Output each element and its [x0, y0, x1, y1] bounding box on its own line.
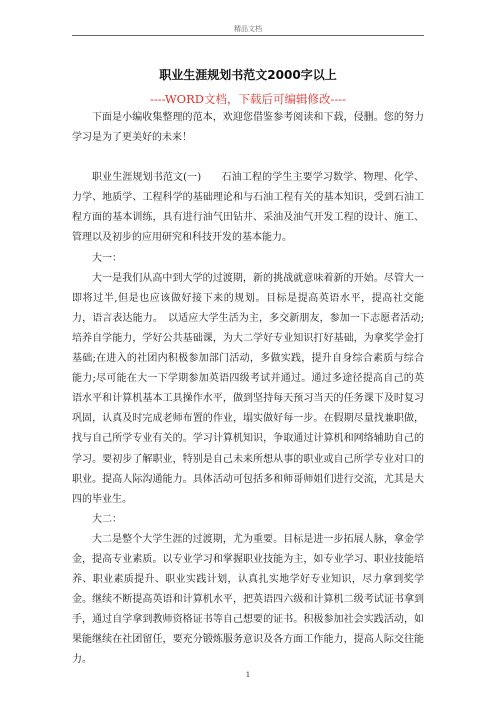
body-paragraph: 职业生涯规划书范文(一) 石油工程的学生主要学习数学、物理、化学、力学、地质学、工程科学的基础理论和与石油工程有关的基本知识，受到石油工程方面的基本训练，具有进行油气田钻井、采油及油气开发工程的设计、施工、管理以及初步的应用研究和科技开发的基本能力。 — [72, 172, 424, 244]
header-label: 精品文档 — [234, 25, 262, 33]
body-paragraph: 大一是我们从高中到大学的过渡期，新的挑战就意味着新的开始。尽管大一即将过半,但是也应该做好接下来的规划。目标是提高英语水平，提高社交能力，语言表达能力。 以适应大学生活为主，多交新朋友，参加一下志愿者活动;培养自学能力，学好公共基础课，为大二学好专业知识打好基础，为拿奖学金打基础;在进入的社团内积极参加部门活动，多做实践，提升自身综合素质与综合能力;尽可能在大一下学期参加英语四级考试并通过。通过多途径提高自己的英语水平和计算机基本工具操作水平，做到坚持每天预习当天的任务课下及时复习巩固，认真及时完成老师布置的作业，塌实做好每一步。在假期尽量找兼职做，找与自己所学专业有关的。学习计算机知识，争取通过计算机和网络辅助自己的学习。要初步了解职业，特别是自己未来所想从事的职业或自己所学专业对口的职业。提高人际沟通能力。具体活动可包括多和师哥师姐们进行交流，尤其是大四的毕业生。 — [72, 272, 424, 505]
document-title: 职业生涯规划书范文2000字以上 — [159, 68, 337, 82]
header-divider — [72, 35, 424, 36]
intro-paragraph: 下面是小编收集整理的范本，欢迎您借鉴参考阅读和下载，侵删。您的努力学习是为了更美好的未来！ — [72, 112, 424, 144]
section-heading: 大二： — [92, 513, 122, 525]
body-paragraph: 大二是整个大学生涯的过渡期，尤为重要。目标是进一步拓展人脉，拿金学金，提高专业素质。以专业学习和掌握职业技能为主，如专业学习、职业技能培养、职业素质提升、职业实践计划，认真扎实地学好专业知识，尽力拿到奖学金。继续不断提高英语和计算机水平，把英语四六级和计算机二级考试证书拿到手，通过自学拿到教师资格证书等自己想要的证书。积极参加社会实践活动，如果能继续在社团留任，要充分锻炼服务意识及各方面工作能力，提高人际交往能力。 — [72, 533, 424, 666]
document-subtitle: ----WORD文档，下载后可编辑修改---- — [149, 92, 347, 106]
page-number: 1 — [245, 670, 251, 679]
section-heading: 大一： — [92, 252, 122, 264]
document-body — [72, 108, 424, 671]
